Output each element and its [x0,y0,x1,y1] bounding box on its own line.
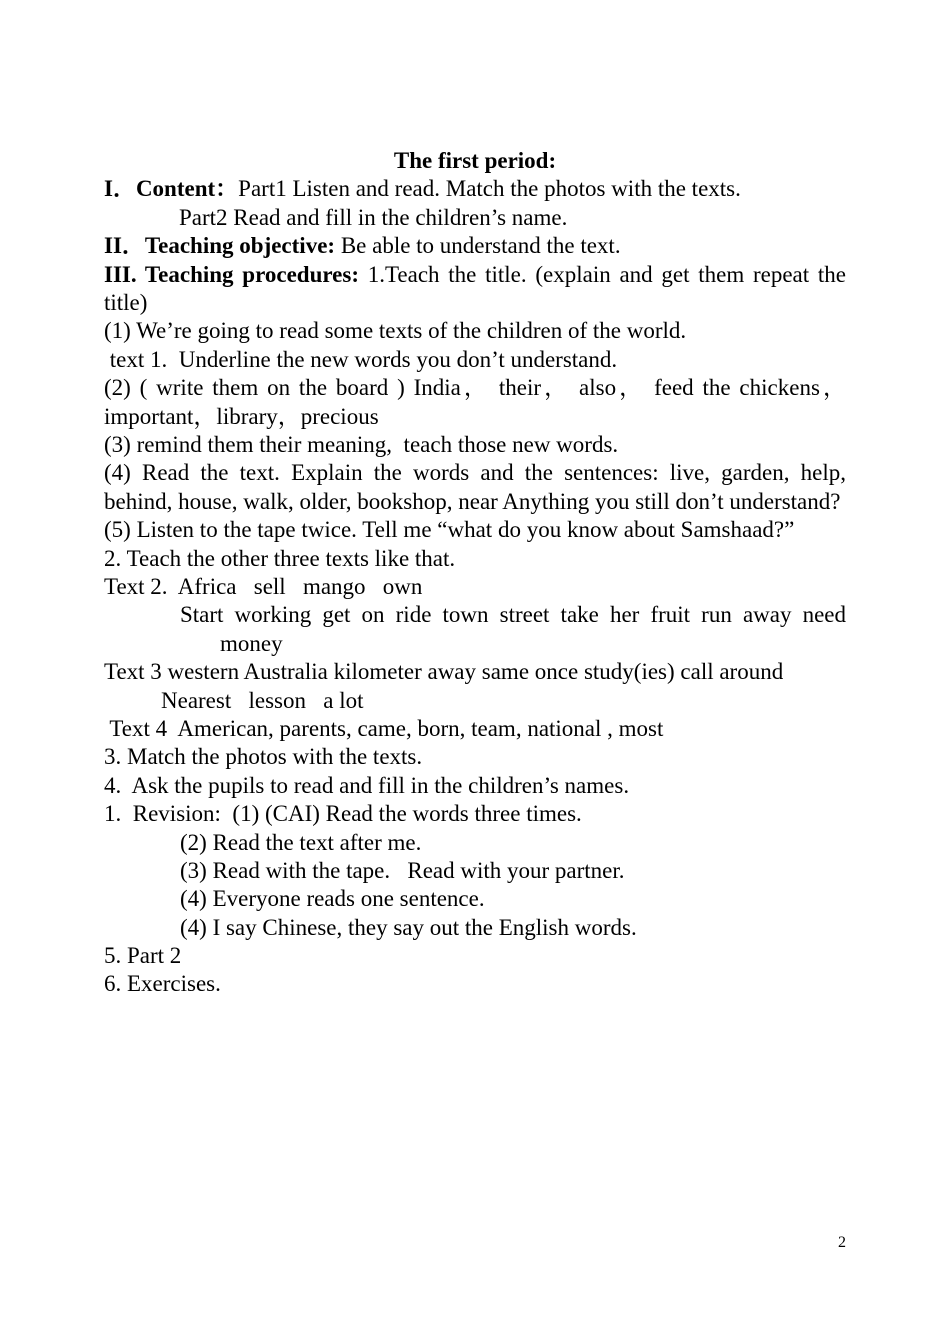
step-2: (2) ( write them on the board ) India， their， also， feed the chickens，important，library，precious [104,375,846,429]
procedures-section [104,261,846,318]
content-part1: Part1 Listen and read. Match the photos with the texts. [238,176,741,202]
step-1: (1) We’re going to read some texts of the children of the world. [104,318,687,344]
step-4: (4) Read the text. Explain the words and the sentences: live, garden, help, behind, house, walk, older, bookshop, near Anything you still don’t understand? [104,460,846,514]
text3-line2: Nearest lesson a lot [161,687,364,713]
fill-step: 4. Ask the pupils to read and fill in the children’s names. [104,772,630,798]
procedures-label: III. Teaching procedures: [104,261,359,287]
objective-text: Be able to understand the text. [335,233,621,259]
document-body [104,147,846,999]
step-teach-other: 2. Teach the other three texts like that. [104,545,456,571]
text3-words: Text 3 western Australia kilometer away same once study(ies) call around [104,659,784,685]
revision-line: 1. Revision: (1) (CAI) Read the words three times. [104,801,582,827]
revision-item: (4) I say Chinese, they say out the English words. [180,914,637,940]
revision-item: (2) Read the text after me. [180,829,422,855]
revision-item: (4) Everyone reads one sentence. [180,886,485,912]
objective-label: II．Teaching objective: [104,233,336,259]
text2-line1: Text 2. Africa sell mango own [104,573,423,599]
text2-line2 [104,601,846,658]
text2-words: Start working get on ride town street take her fruit run away need money [180,602,846,656]
document-title: The first period: [393,148,557,173]
procedures-text: 1.Teach the title. (explain and get them repeat the title) [104,261,846,315]
page-number: 2 [838,1234,846,1251]
step-5: (5) Listen to the tape twice. Tell me “what do you know about Samshaad?” [104,517,795,543]
content-part2: Part2 Read and fill in the children’s name. [179,204,568,230]
objective-section [104,232,846,260]
text4-line: Text 4 American, parents, came, born, team, national , most [104,715,664,741]
revision-item: (3) Read with the tape. Read with your partner. [180,857,625,883]
match-step: 3. Match the photos with the texts. [104,744,423,770]
content-section [104,175,846,203]
text3-line1 [104,658,846,686]
step-3: (3) remind them their meaning, teach those new words. [104,431,619,457]
exercises-step: 6. Exercises. [104,971,221,997]
content-label: I．Content： [104,176,239,202]
part2-step: 5. Part 2 [104,943,182,969]
step-text1: text 1. Underline the new words you don’t understand. [104,346,618,372]
